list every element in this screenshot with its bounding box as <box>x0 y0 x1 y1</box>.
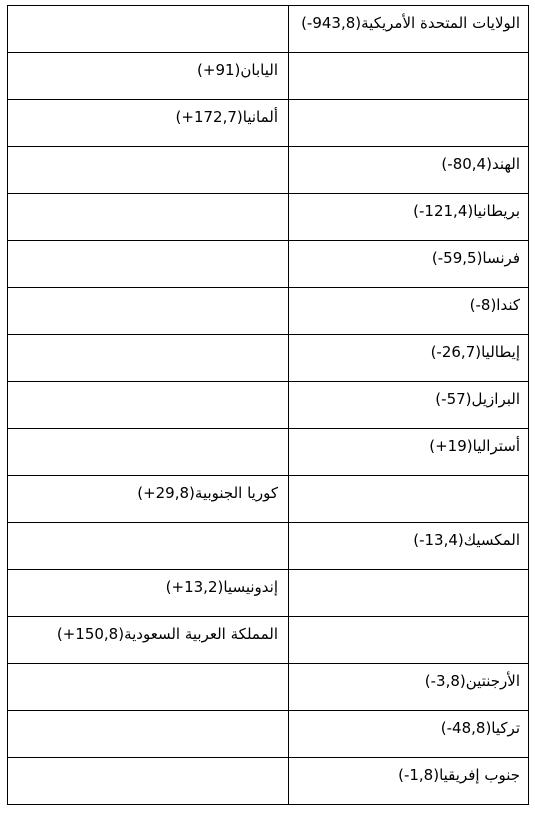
cell-text <box>8 429 288 436</box>
cell-text <box>8 664 288 671</box>
cell-text <box>8 711 288 718</box>
table-cell-right <box>289 335 529 382</box>
table-cell-left <box>8 6 289 53</box>
cell-text: الأرجنتين(3,8-) <box>424 672 520 690</box>
cell-text <box>289 617 528 624</box>
table-cell-left <box>8 53 289 100</box>
cell-text <box>289 570 528 577</box>
cell-text <box>8 194 288 201</box>
cell-text: بريطانيا(121,4-) <box>413 202 520 220</box>
table-cell-left <box>8 429 289 476</box>
cell-text: الولايات المتحدة الأمريكية(943,8-) <box>301 14 520 32</box>
table-cell-right <box>289 100 529 147</box>
cell-text <box>289 53 528 60</box>
cell-text: إندونيسيا(13,2+) <box>165 578 278 596</box>
cell-text: فرنسا(59,5-) <box>431 249 520 267</box>
table-row <box>8 664 529 711</box>
cell-text: جنوب إفريقيا(1,8-) <box>398 766 520 784</box>
cell-text <box>289 100 528 107</box>
table-row <box>8 288 529 335</box>
table-row <box>8 6 529 53</box>
table-cell-right <box>289 382 529 429</box>
table-cell-right <box>289 53 529 100</box>
table-row <box>8 53 529 100</box>
table-row <box>8 523 529 570</box>
table-cell-left <box>8 335 289 382</box>
table-row <box>8 570 529 617</box>
table-cell-right <box>289 194 529 241</box>
countries-balance-table <box>7 5 529 805</box>
table-cell-left <box>8 617 289 664</box>
table-row <box>8 147 529 194</box>
table-row <box>8 241 529 288</box>
cell-text: المملكة العربية السعودية(150,8+) <box>56 625 278 643</box>
cell-text <box>8 288 288 295</box>
table-cell-right <box>289 429 529 476</box>
table-row <box>8 429 529 476</box>
table-row <box>8 382 529 429</box>
cell-text: تركيا(48,8-) <box>440 719 520 737</box>
table-cell-left <box>8 711 289 758</box>
table-row <box>8 194 529 241</box>
cell-text <box>8 335 288 342</box>
cell-text: كوريا الجنوبية(29,8+) <box>137 484 278 502</box>
table-cell-right <box>289 6 529 53</box>
table-cell-left <box>8 382 289 429</box>
cell-text <box>8 241 288 248</box>
table-cell-left <box>8 100 289 147</box>
cell-text <box>8 382 288 389</box>
table-cell-right <box>289 476 529 523</box>
cell-text: إيطاليا(26,7-) <box>430 343 520 361</box>
table-cell-right <box>289 758 529 805</box>
table-row <box>8 335 529 382</box>
cell-text <box>8 147 288 154</box>
table-cell-right <box>289 241 529 288</box>
table-cell-left <box>8 664 289 711</box>
table-cell-right <box>289 147 529 194</box>
cell-text <box>289 476 528 483</box>
table-cell-right <box>289 288 529 335</box>
table-cell-right <box>289 570 529 617</box>
table-cell-right <box>289 664 529 711</box>
table-cell-left <box>8 194 289 241</box>
table-cell-right <box>289 523 529 570</box>
cell-text: أستراليا(19+) <box>429 437 520 455</box>
table-cell-left <box>8 476 289 523</box>
table-row <box>8 711 529 758</box>
cell-text: البرازيل(57-) <box>435 390 520 408</box>
table-cell-left <box>8 758 289 805</box>
table-cell-left <box>8 241 289 288</box>
cell-text: كندا(8-) <box>469 296 520 314</box>
cell-text <box>8 758 288 765</box>
table-cell-left <box>8 570 289 617</box>
table-cell-right <box>289 711 529 758</box>
table-row <box>8 617 529 664</box>
table-cell-left <box>8 288 289 335</box>
table-row <box>8 100 529 147</box>
table-cell-left <box>8 523 289 570</box>
cell-text: اليابان(91+) <box>197 61 278 79</box>
cell-text <box>8 523 288 530</box>
cell-text: ألمانيا(172,7+) <box>175 108 278 126</box>
table-row <box>8 476 529 523</box>
cell-text <box>8 6 288 13</box>
table-cell-right <box>289 617 529 664</box>
cell-text: المكسيك(13,4-) <box>413 531 520 549</box>
table-row <box>8 758 529 805</box>
table-cell-left <box>8 147 289 194</box>
cell-text: الهند(80,4-) <box>441 155 520 173</box>
